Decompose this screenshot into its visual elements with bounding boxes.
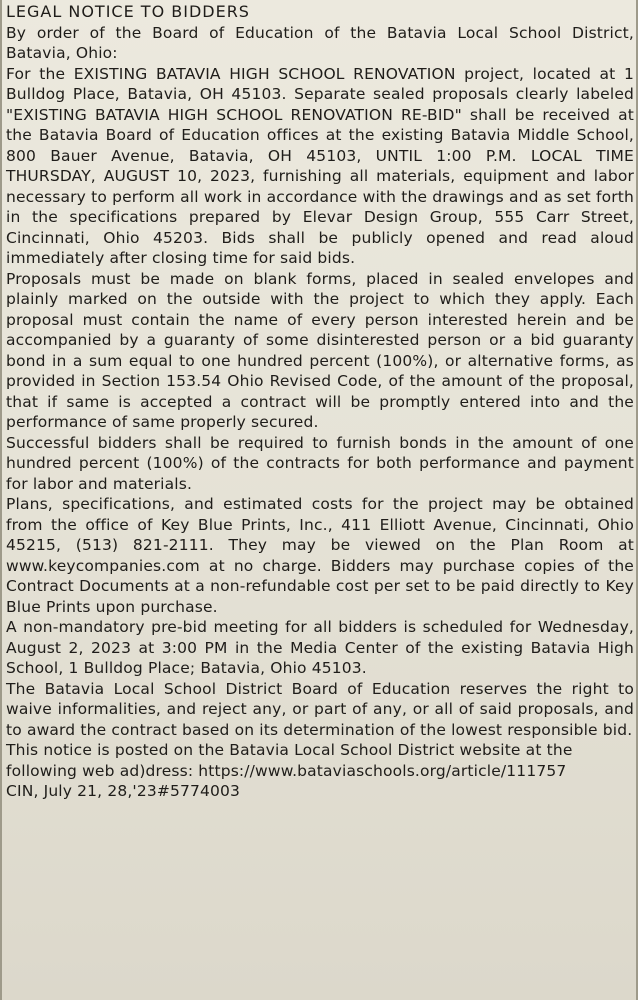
notice-paragraph-project: For the EXISTING BATAVIA HIGH SCHOOL RENOVATION project, located at 1 Bulldog Place, Batavia, OH 45103. Separate sealed proposals clearly labeled "EXISTING BATAVIA HIGH SCHOOL RENOVATION RE-BID" shall be received at the Batavia Board of Education offices at the existing Batavia Middle School, 800 Bauer Avenue, Batavia, OH 45103, UNTIL 1:00 P.M. LOCAL TIME THURSDAY, AUGUST 10, 2023, furnishing all materials, equipment and labor necessary to perform all work in accordance with the drawings and as set forth in the specifications prepared by Elevar Design Group, 555 Carr Street, Cincinnati, Ohio 45203. Bids shall be publicly opened and read aloud immediately after closing time for said bids. (6, 64, 634, 267)
notice-paragraph-prebid-meeting: A non-mandatory pre-bid meeting for all bidders is scheduled for Wednesday, August 2, 2023 at 3:00 PM in the Media Center of the existing Batavia High School, 1 Bulldog Place; Batavia, Ohio 45103. (6, 618, 634, 677)
notice-footer-publication: CIN, July 21, 28,'23#5774003 (6, 782, 241, 800)
notice-paragraph-bonds: Successful bidders shall be required to furnish bonds in the amount of one hundred percent (100%) of the contracts for both performance and payment for labor and materials. (6, 433, 634, 493)
legal-notice (6, 2, 634, 802)
notice-paragraph-website: This notice is posted on the Batavia Local School District website at the following web ad)dress: https://www.bataviaschools.org/article/111757 (6, 741, 573, 780)
notice-paragraph-rights: The Batavia Local School District Board of Education reserves the right to waive informalities, and reject any, or part of any, or all of said proposals, and to award the contract based on its determination of the lowest responsible bid. (6, 679, 634, 739)
notice-intro: By order of the Board of Education of the Batavia Local School District, Batavia, Ohio: (6, 23, 634, 62)
notice-paragraph-plans: Plans, specifications, and estimated costs for the project may be obtained from the office of Key Blue Prints, Inc., 411 Elliott Avenue, Cincinnati, Ohio 45215, (513) 821-2111. They may be viewed on the Plan Room at www.keycompanies.com at no charge. Bidders may purchase copies of the Contract Documents at a non-refundable cost per set to be paid directly to Key Blue Prints upon purchase. (6, 495, 634, 616)
notice-paragraph-proposals: Proposals must be made on blank forms, placed in sealed envelopes and plainly marked on the outside with the project to which they apply. Each proposal must contain the name of every person interested herein and be accompanied by a guaranty of some disinterested person or a bid guaranty bond in a sum equal to one hundred percent (100%), or alternative forms, as provided in Section 153.54 Ohio Revised Code, of the amount of the proposal, that if same is accepted a contract will be promptly entered into and the performance of same properly secured. (6, 269, 634, 431)
notice-title: LEGAL NOTICE TO BIDDERS (6, 2, 250, 21)
